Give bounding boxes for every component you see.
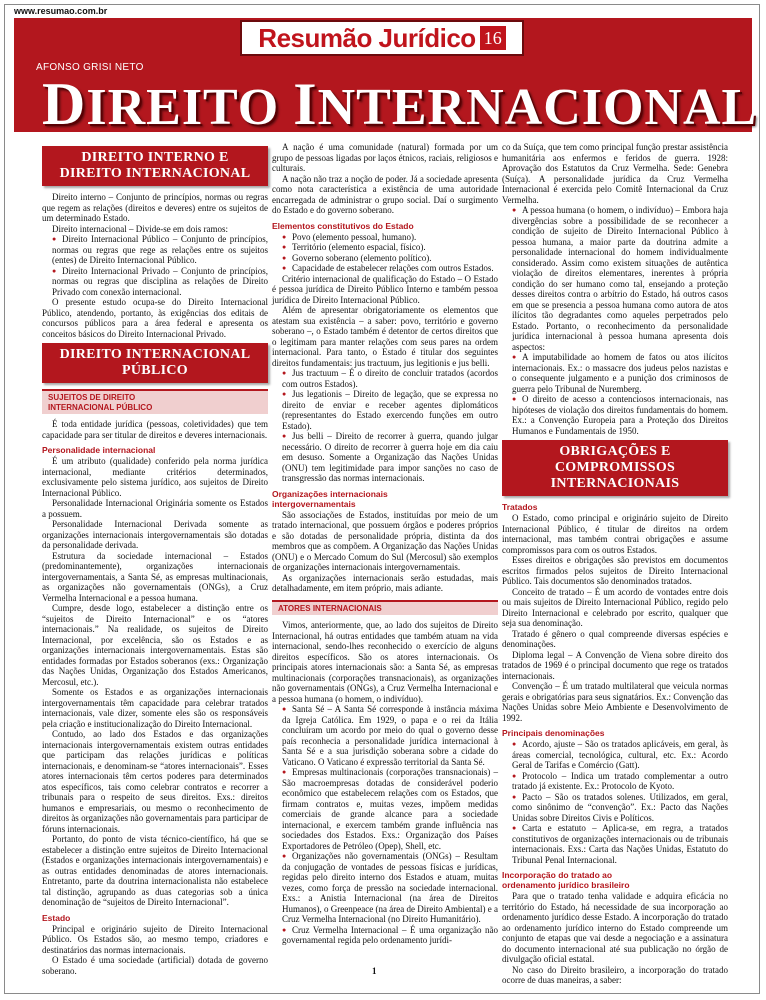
- section-title-dip: DIREITO INTERNACIONAL PÚBLICO: [42, 343, 268, 383]
- series-title: Resumão Jurídico: [258, 23, 476, 53]
- paragraph: É um atributo (qualidade) conferido pela norma jurídica internacional, mediante critérios determinados, exclusivamente pelo sistema jurídico, aos sujeitos de Direito Internacional Público.: [42, 456, 268, 498]
- subsection-title: SUJEITOS DE DIREITO INTERNACIONAL PÚBLICO: [42, 389, 268, 414]
- heading: Estado: [42, 912, 71, 923]
- section-title-obrigacoes: OBRIGAÇÕES E COMPROMISSOS INTERNACIONAIS: [502, 440, 728, 496]
- author-name: AFONSO GRISI NETO: [36, 62, 144, 73]
- paragraph: Esses direitos e obrigações são previstos em documentos escritos firmados pelos sujeitos de Direito Internacional Público. Tais documentos são denominados tratados.: [502, 555, 728, 586]
- bullet-item: ● O direito de acesso a contenciosos internacionais, nas hipóteses de violação dos direitos fundamentais do homem. Ex.: a Convenção Europeia para a Proteção dos Direitos Humanos e Fundamentais de 1950.: [502, 394, 728, 436]
- bullet-item: ● Empresas multinacionais (corporações transnacionais) – São macroempresas dotadas de considerável poderio econômico que estabelecem relações com os Estados, que firmam contratos e, muitas vezes, impõem medidas comerciais de grande alcance para a sociedade internacional, e exercem também grande influência nas sociedades dos Estados. Exs.: Organização dos Países Exportadores de Petróleo (Opep), Shell, etc.: [272, 767, 498, 851]
- paragraph: As organizações internacionais serão estudadas, mais detalhadamente, em item próprio, mais adiante.: [272, 572, 498, 593]
- paragraph: Além de apresentar obrigatoriamente os elementos que atestam sua existência – a saber: povo, território e governo soberano –, o Estado também é detentor de certos direitos que o legitimam para manter relações com seus pares na ordem internacional. Para tanto, o Estado é titular dos seguintes direitos fundamentais: jus tractuum, jus legitionis e jus belli.: [272, 305, 498, 368]
- column-2: [272, 142, 498, 972]
- page-number: 1: [372, 966, 377, 976]
- series-number: 16: [480, 26, 506, 50]
- bullet-item: ● Jus legationis – Direito de legação, que se expressa no direito de enviar e receber agentes diplomáticos (representantes do Estado exercendo funções em outro Estado).: [272, 389, 498, 431]
- paragraph: Tratado é gênero o qual compreende diversas espécies e denominações.: [502, 628, 728, 649]
- bullet-item: ● Santa Sé – A Santa Sé corresponde à instância máxima da Igreja Católica. Em 1929, o papa e o rei da Itália concluíram um acordo por meio do qual o governo desse país reconhecia a personalidade jurídica internacional à Santa Sé e a sua jurisdição soberana sobre a cidade do Vaticano. O Vaticano é expressão territorial da Santa Sé.: [272, 704, 498, 767]
- bullet-item: ● Governo soberano (elemento político).: [272, 253, 498, 264]
- bullet-item: ● Capacidade de estabelecer relações com outros Estados.: [272, 263, 498, 274]
- section-title-interno-internacional: DIREITO INTERNO E DIREITO INTERNACIONAL: [42, 146, 268, 186]
- paragraph: Critério internacional de qualificação do Estado – O Estado é pessoa jurídica de Direito Público Interno e também pessoa jurídica de Direito Internacional Público.: [272, 273, 498, 305]
- bullet-item: ● A pessoa humana (o homem, o indivíduo) – Embora haja divergências sobre a possibilidade de se reconhecer a condição de sujeito de Direito Internacional Público à pessoa humana, a maior parte da doutrina admite a personalidade internacional do homem individualmente considerado. Assim como existem situações de autêntica violação de direitos elementares, inerentes à própria condição do ser humano como tal, ensejando a proteção desses direitos contra o arbítrio do Estado, há outros casos em que se presencia a pessoa humana como autora de atos ilícitos tão degradantes como aqueles perpetrados pelo Estado. Portanto, o reconhecimento da personalidade jurídica internacional à pessoa humana apresenta dois aspectos:: [502, 205, 728, 352]
- header-banner: [14, 18, 758, 137]
- bullet-item: ● Protocolo – Indica um tratado complementar a outro tratado já existente. Ex.: Protocolo de Kyoto.: [502, 771, 728, 792]
- series-logo: [240, 20, 524, 56]
- paragraph: Conceito de tratado – É um acordo de vontades entre dois ou mais sujeitos de Direito Internacional Público, regido pelo Direito Internacional e celebrado por escrito, qualquer que seja sua denominação.: [502, 586, 728, 628]
- paragraph: No caso do Direito brasileiro, a incorporação do tratado ocorre de duas maneiras, a saber:: [502, 964, 728, 985]
- paragraph: Somente os Estados e as organizações internacionais intergovernamentais têm capacidade para celebrar tratados internacionais, vale dizer, somente eles são os responsáveis pela criação e institucionalização do Direito Internacional.: [42, 687, 268, 729]
- paragraph: Diploma legal – A Convenção de Viena sobre direito dos tratados de 1969 é o principal documento que rege os tratados internacionais.: [502, 649, 728, 681]
- heading: Personalidade internacional: [42, 445, 156, 455]
- bullet-item: ● Direito Internacional Privado – Conjunto de princípios, normas ou regras que disciplina as relações de Direito Privado com conexão internacional.: [42, 266, 268, 298]
- paragraph: Direito internacional – Divide-se em dois ramos:: [52, 223, 228, 234]
- bullet-item: ● Acordo, ajuste – São os tratados aplicáveis, em geral, às áreas comercial, tecnológica, cultural, etc. Ex.: Acordo Geral de Tarifas e Comércio (Gatt).: [502, 739, 728, 771]
- site-url: www.resumao.com.br: [14, 6, 108, 16]
- paragraph: O presente estudo ocupa-se do Direito Internacional Público, atendendo, portanto, às exigências dos editais de concursos públicos para a área federal e apresenta os conceitos básicos do Direito Internacional Privado.: [42, 297, 268, 339]
- paragraph: Estrutura da sociedade internacional – Estados (predominantemente), organizações internacionais intergovernamentais, a Santa Sé, as empresas multinacionais, as organizações não governamentais (ONGs), a Cruz Vermelha Internacional e a pessoa humana.: [42, 550, 268, 603]
- bullet-item: ● Povo (elemento pessoal, humano).: [272, 232, 498, 243]
- bullet-item: ● Jus belli – Direito de recorrer à guerra, quando julgar necessário. O direito de recorrer à guerra hoje em dia caiu em desuso. Somente a Organização das Nações Unidas (ONU) tem legitimidade para impor sanções no caso de transgressão das normas internacionais.: [272, 431, 498, 484]
- column-1: [42, 142, 268, 976]
- paragraph: Personalidade Internacional Derivada somente as organizações internacionais intergovernamentais são dotadas da personalidade derivada.: [42, 519, 268, 550]
- heading: Incorporação do tratado ao ordenamento jurídico brasileiro: [502, 870, 630, 890]
- bullet-item: ● Organizações não governamentais (ONGs) – Resultam da conjugação de vontades de pessoas físicas e jurídicas, regidas pelo direito interno dos Estados e atuam, muitas vezes, como força de pressão na sociedade internacional. Exs.: a Anistia Internacional (na área de Direitos Humanos), o Greenpeace (na área de Direito Ambiental) e a Cruz Vermelha Internacional (no Direito Humanitário).: [272, 851, 498, 925]
- bullet-item: ● A imputabilidade ao homem de fatos ou atos ilícitos internacionais. Ex.: o massacre dos judeus pelos nazistas e o consequente julgamento e a punição dos criminosos de guerra pelo Tribunal de Nuremberg.: [502, 352, 728, 394]
- paragraph: Cumpre, desde logo, estabelecer a distinção entre os “sujeitos de Direito Internacional” e os “atores internacionais.” Na realidade, os sujeitos de Direito Internacional, por excelência, são os Estados e as organizações internacionais intergovernamentais. Estas são entidades formadas por Estados soberanos (exs.: Organização das Nações Unidas, Organização dos Estados Americanos, Mercosul, etc.).: [42, 603, 268, 687]
- heading: Elementos constitutivos do Estado: [272, 220, 414, 231]
- heading: Organizações internacionais intergovernamentais: [272, 488, 388, 509]
- column-3: [502, 142, 728, 985]
- bullet-item: ● Carta e estatuto – Aplica-se, em regra, a tratados constitutivos de organizações internacionais ou de tribunais internacionais. Exs.: Carta das Nações Unidas, Estatuto do Tribunal Penal Internacional.: [502, 823, 728, 865]
- paragraph: Personalidade Internacional Originária somente os Estados a possuem.: [42, 498, 268, 519]
- heading: Tratados: [502, 502, 538, 512]
- paragraph: Vimos, anteriormente, que, ao lado dos sujeitos de Direito Internacional, há outras entidades que também atuam na vida internacional, sendo-lhes reconhecido o exercício de alguns direitos específicos. São os atores internacionais. Os principais atores internacionais são: a Santa Sé, as empresas multinacionais (corporações transnacionais), as organizações não governamentais (ONGs), a Cruz Vermelha Internacional e a pessoa humana (o homem, o indivíduo).: [272, 620, 498, 704]
- paragraph: Para que o tratado tenha validade e adquira eficácia no território do Estado, há necessidade de sua incorporação ao ordenamento jurídico desse Estado. A incorporação do tratado ao ordenamento jurídico interno do Estado compreende um conjunto de etapas que vai desde a negociação e a assinatura do documento internacional até sua publicação no órgão de divulgação oficial estatal.: [502, 891, 728, 964]
- paragraph: São associações de Estados, instituídas por meio de um tratado internacional, que possuem órgãos e poderes próprios e são dotadas de personalidade própria, distinta da dos membros que as compõem. A Organização das Nações Unidas (ONU) e o Mercado Comum do Sul (Mercosul) são exemplos de organizações internacionais intergovernamentais.: [272, 509, 498, 572]
- paragraph: Direito interno – Conjunto de princípios, normas ou regras que regem as relações (direitos e deveres) entre os sujeitos de um determinado Estado.: [42, 192, 268, 223]
- subsection-title: ATORES INTERNACIONAIS: [272, 600, 498, 616]
- paragraph: Convenção – É um tratado multilateral que veicula normas gerais e obrigatórias para seus signatários. Ex.: Convenção das Nações Unidas sobre Meio Ambiente e Desenvolvimento de 1992.: [502, 681, 728, 723]
- paragraph: É toda entidade jurídica (pessoas, coletividades) que tem capacidade para ser titular de direitos e deveres internacionais.: [42, 419, 268, 440]
- page-title: DIREITO INTERNACIONAL: [42, 71, 758, 137]
- heading: Principais denominações: [502, 728, 605, 738]
- bullet-item: ● Pacto – São os tratados solenes. Utilizados, em geral, como sinônimo de “convenção”. Ex.: Pacto das Nações Unidas sobre Direitos Civis e Políticos.: [502, 792, 728, 824]
- bullet-item: ● Jus tractuum – É o direito de concluir tratados (acordos com outros Estados).: [272, 368, 498, 389]
- bullet-item: ● Cruz Vermelha Internacional – É uma organização não governamental regida pelo ordenamento jurídi-: [272, 925, 498, 946]
- paragraph: Portanto, do ponto de vista técnico-científico, há que se estabelecer a distinção entre sujeitos de Direito Internacional (Estados e organizações internacionais intergovernamentais) e as outras entidades denominadas de atores internacionais. Entretanto, parte da doutrina internacionalista não estabelece tal distinção, agrupando as duas categorias sob a única denominação de “sujeitos de Direito Internacional”.: [42, 834, 268, 907]
- paragraph: O Estado é uma sociedade (artificial) dotada de governo soberano.: [42, 955, 268, 976]
- paragraph: A nação não traz a noção de poder. Já a sociedade apresenta como nota característica a existência de uma autoridade encarregada de administrar o grupo social. Daí o surgimento do Estado e do governo soberano.: [272, 173, 498, 215]
- paragraph: O Estado, como principal e originário sujeito de Direito Internacional Público, é titular de direitos na ordem internacional, mas também contrai obrigações e assume compromissos para com os outros Estados.: [502, 513, 728, 555]
- bullet-item: ● Direito Internacional Público – Conjunto de princípios, normas ou regras que rege as relações entre os sujeitos (entes) de Direito Internacional Público.: [42, 234, 268, 266]
- paragraph: Principal e originário sujeito de Direito Internacional Público. Os Estados são, ao mesmo tempo, criadores e destinatários das normas internacionais.: [42, 923, 268, 955]
- paragraph: Contudo, ao lado dos Estados e das organizações internacionais intergovernamentais existem outras entidades que participam das relações jurídicas e políticas internacionais, e denominam-se “atores internacionais”. Esses atores internacionais têm certos poderes para determinados atos específicos, tais como celebrar contratos e recorrer a tribunais para o respeito de seus direitos. Exs.: direitos humanos e empresariais, ou mesmo o reconhecimento de direitos às organizações não governamentais para participar de fóruns internacionais.: [42, 729, 268, 834]
- bullet-item: ● Território (elemento espacial, físico).: [272, 242, 498, 253]
- paragraph: A nação é uma comunidade (natural) formada por um grupo de pessoas ligadas por laços étnicos, raciais, religiosos e culturais.: [272, 142, 498, 173]
- paragraph: co da Suíça, que tem como principal função prestar assistência humanitária aos enfermos e feridos de guerra. 1928: Aprovação dos Estatutos da Cruz Vermelha. Sede: Genebra (Suíça). A personalidade jurídica da Cruz Vermelha Internacional é exercida pelo Comitê Internacional da Cruz Vermelha.: [502, 142, 728, 205]
